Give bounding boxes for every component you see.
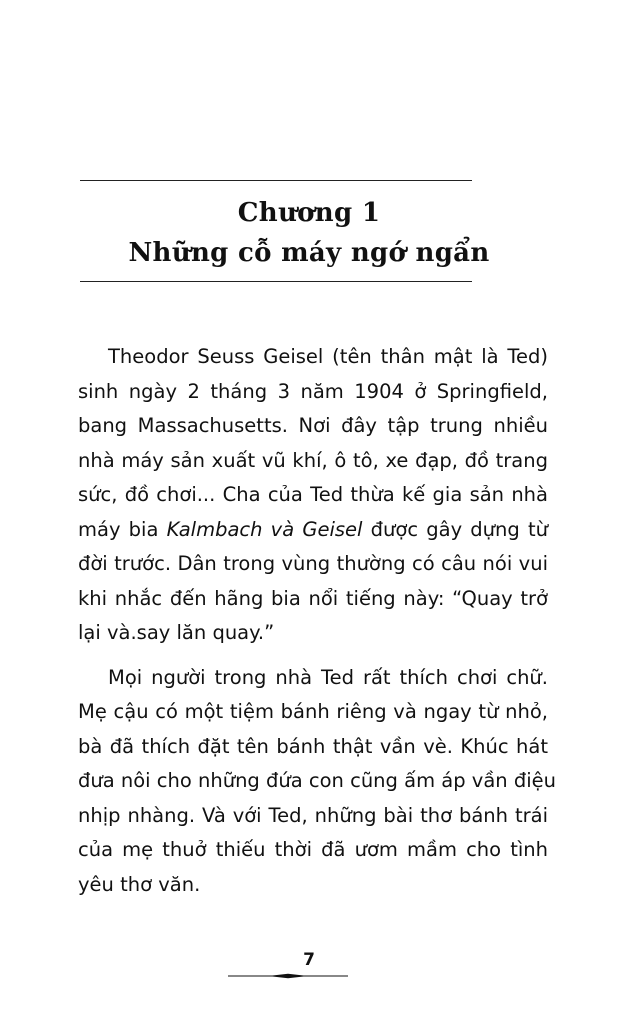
paragraph-line: sức, đồ chơi... Cha của Ted thừa kế gia sản nhà (78, 483, 548, 506)
ornament-diamond (268, 974, 308, 978)
paragraph-1 (78, 340, 548, 651)
paragraph-line: khi nhắc đến hãng bia nổi tiếng này: “Quay trở (78, 586, 548, 610)
paragraph-line: sinh ngày 2 tháng 3 năm 1904 ở Springfield, (78, 379, 548, 403)
line-text: được gây dựng từ (362, 517, 548, 541)
line-text: máy bia (78, 517, 167, 541)
paragraph-line-with-italic (78, 513, 548, 548)
paragraph-line: đưa nôi cho những đứa con cũng ấm áp vần điệu (78, 769, 556, 792)
paragraph-line: Mẹ cậu có một tiệm bánh riêng và ngay từ nhỏ, (78, 700, 548, 723)
page-number: 7 (303, 950, 315, 970)
paragraph-line: bà đã thích đặt tên bánh thật vần vè. Khúc hát (78, 734, 548, 758)
paragraph-line: lại và.say lăn quay.” (78, 621, 275, 644)
paragraph-line: của mẹ thuở thiếu thời đã ươm mầm cho tình (78, 838, 548, 861)
chapter-bottom-rule (80, 281, 472, 282)
chapter-title: Những cỗ máy ngớ ngẩn (128, 238, 490, 268)
paragraph-line: đời trước. Dân trong vùng thường có câu nói vui (78, 552, 548, 575)
paragraph-2 (78, 661, 556, 903)
paragraph-line: bang Massachusetts. Nơi đây tập trung nhiều (78, 414, 548, 437)
paragraph-line: Theodor Seuss Geisel (tên thân mật là Ted) (108, 345, 548, 368)
chapter-top-rule (80, 180, 472, 181)
body-text (78, 340, 556, 902)
page-number-ornament (228, 972, 348, 980)
chapter-label: Chương 1 (237, 198, 381, 228)
paragraph-line: Mọi người trong nhà Ted rất thích chơi chữ. (108, 665, 548, 689)
brewery-name: Kalmbach và Geisel (166, 517, 363, 541)
paragraph-line: nhịp nhàng. Và với Ted, những bài thơ bánh trái (78, 803, 548, 827)
paragraph-line: nhà máy sản xuất vũ khí, ô tô, xe đạp, đồ trang (78, 448, 548, 472)
paragraph-line: yêu thơ văn. (78, 872, 201, 896)
